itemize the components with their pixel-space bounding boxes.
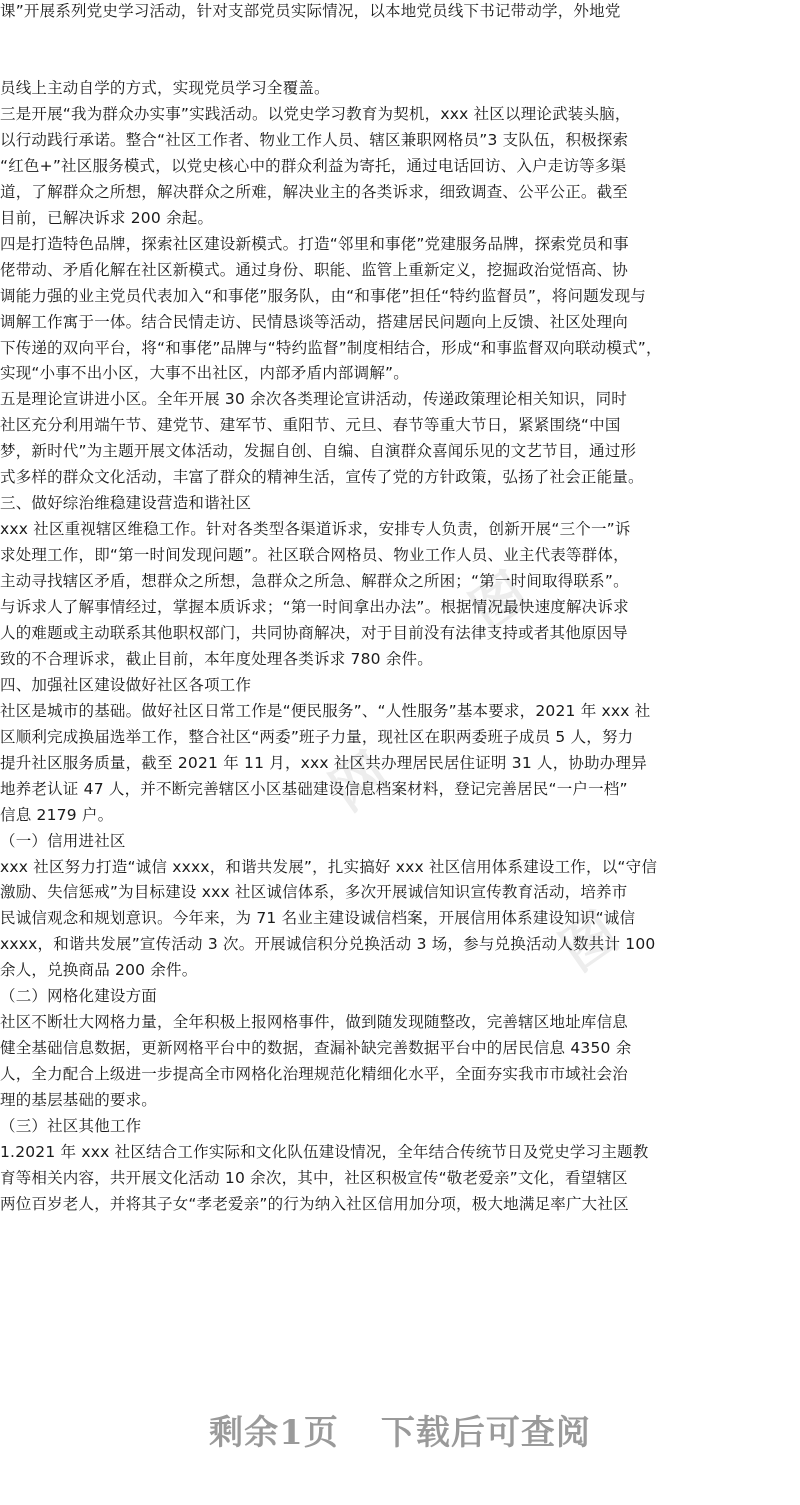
- text-line: （二）网格化建设方面: [0, 987, 158, 1006]
- text-line: 四、加强社区建设做好社区各项工作: [0, 675, 252, 694]
- text-line: 三、做好综治维稳建设营造和谐社区: [0, 494, 252, 513]
- text-line: 理的基层基础的要求。: [0, 1091, 158, 1110]
- text-line: 信息 2179 户。: [0, 805, 114, 824]
- text-line: 梦，新时代”为主题开展文体活动，发掘自创、自编、自演群众喜闻乐见的文艺节目，通过形: [0, 442, 637, 461]
- text-line: 致的不合理诉求，截止目前，本年度处理各类诉求 780 余件。: [0, 649, 433, 668]
- text-line: xxx 社区重视辖区维稳工作。针对各类型各渠道诉求，安排专人负责，创新开展“三个一”诉: [0, 520, 631, 539]
- watermark: 网: [319, 740, 400, 824]
- text-line: xxxx，和谐共发展”宣传活动 3 次。开展诚信积分兑换活动 3 场，参与兑换活动人数共计 100: [0, 935, 656, 954]
- text-line: 员线上主动自学的方式，实现党员学习全覆盖。: [0, 79, 330, 97]
- text-line: 余人，兑换商品 200 余件。: [0, 961, 198, 980]
- text-line: 四是打造特色品牌，探索社区建设新模式。打造“邻里和事佬”党建服务品牌，探索党员和事: [0, 234, 629, 253]
- text-line: 调能力强的业主党员代表加入“和事佬”服务队，由“和事佬”担任“特约监督员”，将问题发现与: [0, 286, 646, 305]
- text-line: 课”开展系列党史学习活动，针对支部党员实际情况，以本地党员线下书记带动学，外地党: [0, 2, 621, 20]
- text-line: 调解工作寓于一体。结合民情走访、民情恳谈等活动，搭建居民问题向上反馈、社区处理向: [0, 312, 629, 331]
- text-line: 健全基础信息数据，更新网格平台中的数据，查漏补缺完善数据平台中的居民信息 4350 余: [0, 1039, 632, 1058]
- text-line: 以行动践行承诺。整合“社区工作者、物业工作人员、辖区兼职网格员”3 支队伍，积极探索: [0, 130, 629, 149]
- remaining-pages-label: 剩余1页: [209, 1413, 339, 1453]
- download-prompt[interactable]: [0, 1405, 800, 1465]
- text-line: 地养老认证 47 人，并不断完善辖区小区基础建设信息档案材料，登记完善居民“一户一档”: [0, 779, 628, 798]
- text-line: 社区充分利用端午节、建党节、建军节、重阳节、元旦、春节等重大节日，紧紧围绕“中国: [0, 416, 621, 435]
- watermark: 图: [549, 900, 630, 984]
- text-line: 道，了解群众之所想，解决群众之所难，解决业主的各类诉求，细致调查、公平公正。截至: [0, 182, 629, 201]
- text-line: 提升社区服务质量，截至 2021 年 11 月，xxx 社区共办理居民居住证明 31 人，协助办理异: [0, 753, 647, 772]
- text-line: 两位百岁老人，并将其子女“孝老爱亲”的行为纳入社区信用加分项，极大地满足率广大社区: [0, 1194, 629, 1213]
- text-line: 佬带动、矛盾化解在社区新模式。通过身份、职能、监管上重新定义，挖掘政治觉悟高、协: [0, 260, 629, 279]
- text-line: （三）社区其他工作: [0, 1117, 142, 1135]
- text-line: 育等相关内容，共开展文化活动 10 余次，其中，社区积极宣传“敬老爱亲”文化，看望辖区: [0, 1168, 628, 1187]
- text-line: 激励、失信惩戒”为目标建设 xxx 社区诚信体系，多次开展诚信知识宣传教育活动，培养市: [0, 883, 628, 902]
- text-line: 主动寻找辖区矛盾，想群众之所想，急群众之所急、解群众之所困；“第一时间取得联系”。: [0, 572, 629, 591]
- text-line: 目前，已解决诉求 200 余起。: [0, 208, 214, 227]
- text-line: 社区是城市的基础。做好社区日常工作是“便民服务”、“人性服务”基本要求，2021 年 xxx 社: [0, 701, 651, 720]
- text-line: 实现“小事不出小区，大事不出社区，内部矛盾内部调解”。: [0, 364, 409, 383]
- text-line: 五是理论宣讲进小区。全年开展 30 余次各类理论宣讲活动，传递政策理论相关知识，同时: [0, 390, 627, 409]
- watermark: 图: [459, 560, 540, 644]
- text-line: 人，全力配合上级进一步提高全市网格化治理规范化精细化水平，全面夯实我市市域社会治: [0, 1065, 629, 1084]
- text-line: （一）信用进社区: [0, 831, 126, 850]
- text-line: 求处理工作，即“第一时间发现问题”。社区联合网格员、物业工作人员、业主代表等群体，: [0, 546, 629, 565]
- text-line: 人的难题或主动联系其他职权部门，共同协商解决，对于目前没有法律支持或者其他原因导: [0, 623, 629, 642]
- text-line: 式多样的群众文化活动，丰富了群众的精神生活，宣传了党的方针政策，弘扬了社会正能量。: [0, 468, 644, 487]
- text-line: “红色+”社区服务模式，以党史核心中的群众利益为寄托，通过电话回访、入户走访等多渠: [0, 156, 627, 175]
- text-line: 三是开展“我为群众办实事”实践活动。以党史学习教育为契机，xxx 社区以理论武装头脑，: [0, 104, 631, 123]
- text-line: 下传递的双向平台，将“和事佬”品牌与“特约监督”制度相结合，形成“和事监督双向联动模式”，: [0, 338, 662, 357]
- text-line: 区顺利完成换届选举工作，整合社区“两委”班子力量，现社区在职两委班子成员 5 人，努力: [0, 727, 634, 746]
- text-line: xxx 社区努力打造“诚信 xxxx，和谐共发展”，扎实搞好 xxx 社区信用体系建设工作，以“守信: [0, 857, 658, 876]
- text-line: 1.2021 年 xxx 社区结合工作实际和文化队伍建设情况，全年结合传统节日及党史学习主题教: [0, 1142, 649, 1161]
- text-line: 民诚信观念和规划意识。今年来，为 71 名业主建设诚信档案，开展信用体系建设知识“诚信: [0, 909, 636, 928]
- text-line: 社区不断壮大网格力量，全年积极上报网格事件，做到随发现随整改，完善辖区地址库信息: [0, 1013, 629, 1032]
- text-line: 与诉求人了解事情经过，掌握本质诉求；“第一时间拿出办法”。根据情况最快速度解决诉求: [0, 598, 629, 616]
- download-to-view-label: 下载后可查阅: [380, 1413, 591, 1453]
